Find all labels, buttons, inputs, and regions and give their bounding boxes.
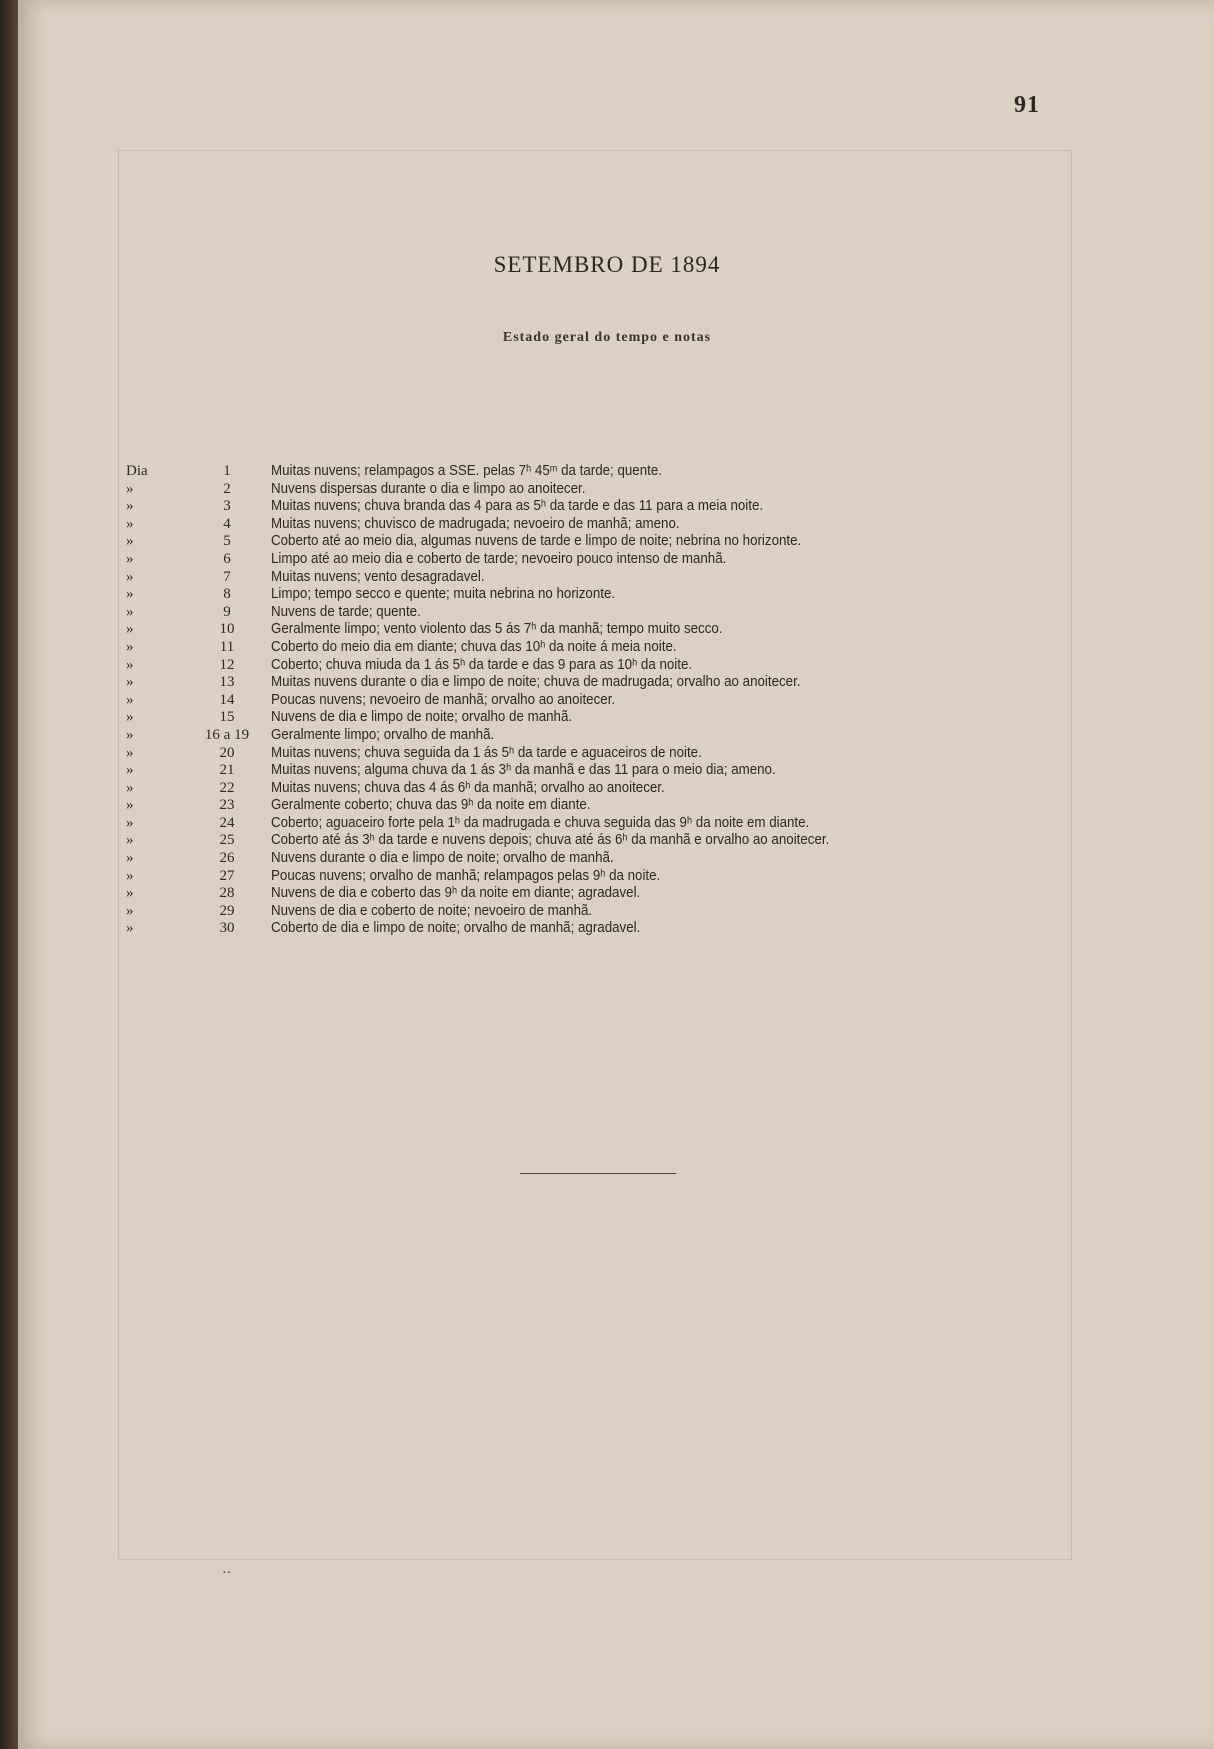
page-subtitle: Estado geral do tempo e notas	[502, 330, 712, 345]
weather-note: Coberto do meio dia em diante; chuva das 10ʰ da noite á meia noite.	[271, 638, 677, 655]
day-number: 30	[219, 920, 235, 937]
day-number: 6	[223, 550, 231, 567]
day-prefix: »	[126, 638, 134, 655]
day-number: 25	[219, 832, 235, 849]
weather-note: Coberto até ás 3ʰ da tarde e nuvens depois; chuva até ás 6ʰ da manhã e orvalho ao anoitecer.	[271, 832, 830, 849]
day-prefix: »	[126, 480, 134, 497]
weather-note: Nuvens de tarde; quente.	[271, 603, 421, 620]
weather-note: Nuvens dispersas durante o dia e limpo ao anoitecer.	[271, 480, 586, 497]
weather-note: Muitas nuvens; chuva branda das 4 para as 5ʰ da tarde e das 11 para a meia noite.	[271, 498, 764, 515]
day-number: 13	[219, 674, 235, 691]
day-number: 8	[223, 586, 231, 603]
day-prefix: »	[126, 797, 134, 814]
day-number: 1	[223, 463, 231, 479]
day-prefix: »	[126, 498, 134, 515]
day-number: 7	[223, 568, 231, 585]
day-prefix: »	[126, 709, 134, 726]
weather-note: Muitas nuvens; chuva seguida da 1 ás 5ʰ da tarde e aguaceiros de noite.	[271, 744, 702, 761]
weather-note: Coberto até ao meio dia, algumas nuvens de tarde e limpo de noite; nebrina no horizonte.	[271, 533, 802, 550]
day-prefix: »	[126, 550, 134, 567]
day-prefix: »	[126, 762, 134, 779]
weather-note: Muitas nuvens; chuvisco de madrugada; nevoeiro de manhã; ameno.	[271, 515, 680, 532]
end-rule	[520, 1173, 676, 1174]
weather-note: Geralmente coberto; chuva das 9ʰ da noite em diante.	[271, 797, 591, 814]
day-number: 15	[219, 709, 235, 726]
day-number: 20	[219, 744, 235, 761]
weather-note: Coberto de dia e limpo de noite; orvalho de manhã; agradavel.	[271, 920, 641, 937]
day-prefix: »	[126, 779, 134, 796]
day-prefix: »	[126, 902, 134, 919]
day-prefix: »	[126, 674, 134, 691]
page-number: 91	[1014, 92, 1040, 118]
day-number: 10	[219, 621, 235, 638]
day-prefix: »	[126, 568, 134, 585]
weather-note: Muitas nuvens; relampagos a SSE. pelas 7ʰ 45ᵐ da tarde; quente.	[271, 463, 662, 479]
weather-note: Limpo até ao meio dia e coberto de tarde; nevoeiro pouco intenso de manhã.	[271, 550, 727, 567]
day-prefix: »	[126, 867, 134, 884]
printer-mark: ··	[222, 1566, 232, 1581]
day-number: 29	[219, 902, 235, 919]
weather-note: Nuvens durante o dia e limpo de noite; orvalho de manhã.	[271, 850, 614, 867]
day-number: 24	[219, 814, 235, 831]
weather-note: Nuvens de dia e limpo de noite; orvalho de manhã.	[271, 709, 573, 726]
weather-note: Muitas nuvens; chuva das 4 ás 6ʰ da manhã; orvalho ao anoitecer.	[271, 779, 665, 796]
weather-note: Nuvens de dia e coberto das 9ʰ da noite em diante; agradavel.	[271, 885, 641, 902]
day-prefix: »	[126, 533, 134, 550]
day-prefix: »	[126, 726, 134, 743]
day-number: 2	[223, 480, 231, 497]
weather-note: Muitas nuvens; vento desagradavel.	[271, 568, 485, 585]
day-number: 11	[219, 638, 235, 655]
day-prefix: »	[126, 515, 134, 532]
day-number: 26	[219, 850, 235, 867]
day-prefix: »	[126, 603, 134, 620]
day-number: 12	[219, 656, 235, 673]
weather-note: Poucas nuvens; nevoeiro de manhã; orvalho ao anoitecer.	[271, 691, 616, 708]
day-number: 16 a 19	[204, 726, 250, 743]
day-number: 5	[223, 533, 231, 550]
day-prefix: »	[126, 586, 134, 603]
day-prefix: »	[126, 885, 134, 902]
day-prefix: »	[126, 621, 134, 638]
day-prefix: Dia	[126, 463, 148, 479]
day-prefix: »	[126, 814, 134, 831]
weather-note: Muitas nuvens durante o dia e limpo de noite; chuva de madrugada; orvalho ao anoitecer.	[271, 674, 801, 691]
weather-note: Nuvens de dia e coberto de noite; nevoeiro de manhã.	[271, 902, 593, 919]
day-number: 28	[219, 885, 235, 902]
weather-note: Poucas nuvens; orvalho de manhã; relampagos pelas 9ʰ da noite.	[271, 867, 661, 884]
day-prefix: »	[126, 744, 134, 761]
day-prefix: »	[126, 832, 134, 849]
page-title: SETEMBRO DE 1894	[493, 252, 721, 277]
day-number: 27	[219, 867, 235, 884]
day-number: 21	[219, 762, 235, 779]
day-number: 9	[223, 603, 231, 620]
day-prefix: »	[126, 691, 134, 708]
day-number: 3	[223, 498, 231, 515]
day-prefix: »	[126, 850, 134, 867]
weather-note: Limpo; tempo secco e quente; muita nebrina no horizonte.	[271, 586, 616, 603]
day-number: 22	[219, 779, 235, 796]
weather-note: Coberto; aguaceiro forte pela 1ʰ da madrugada e chuva seguida das 9ʰ da noite em diante.	[271, 814, 810, 831]
day-prefix: »	[126, 656, 134, 673]
weather-note: Coberto; chuva miuda da 1 ás 5ʰ da tarde e das 9 para as 10ʰ da noite.	[271, 656, 693, 673]
weather-note: Geralmente limpo; orvalho de manhã.	[271, 726, 495, 743]
weather-note: Muitas nuvens; alguma chuva da 1 ás 3ʰ da manhã e das 11 para o meio dia; ameno.	[271, 762, 776, 779]
day-prefix: »	[126, 920, 134, 937]
day-number: 4	[223, 515, 231, 532]
day-number: 23	[219, 797, 235, 814]
day-number: 14	[219, 691, 235, 708]
weather-note: Geralmente limpo; vento violento das 5 ás 7ʰ da manhã; tempo muito secco.	[271, 621, 723, 638]
